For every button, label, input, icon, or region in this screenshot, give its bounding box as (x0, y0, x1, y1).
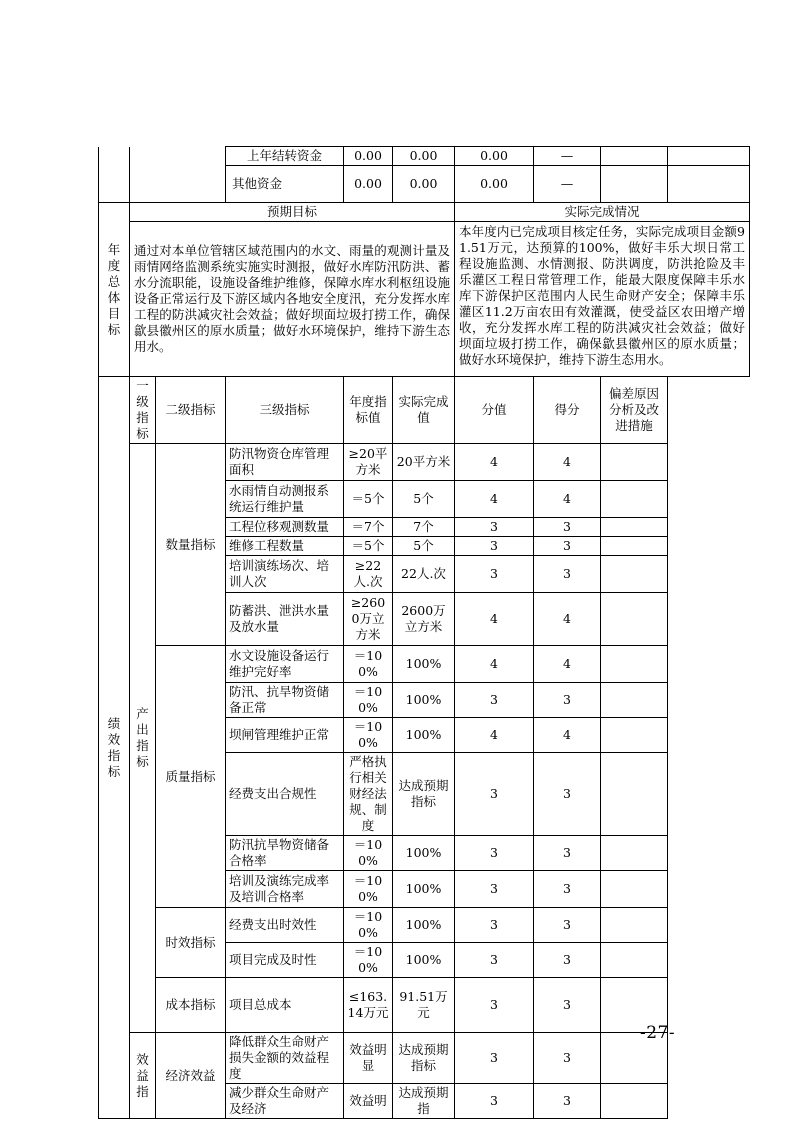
actual-cell: 达成预期指标 (393, 753, 455, 836)
target-cell: ＝100% (344, 943, 393, 978)
weight-cell: 4 (455, 646, 534, 683)
timeliness-group-label: 时效指标 (156, 908, 226, 978)
target-cell: ＝100% (344, 683, 393, 718)
weight-cell: 4 (455, 718, 534, 753)
target-cell: ＝7个 (344, 518, 393, 537)
actual-completion-text: 本年度内已完成项目核定任务，实际完成项目金额91.51万元，达预算的100%，做好丰乐大坝日常工程设施监测、水情测报、防洪调度，防洪抢险及丰乐灌区工程日常管理工作，能最大限度保障丰乐水库下游保护区范围内人民生命财产安全；保障丰乐灌区11.2万亩农田有效灌溉，使受益区农田增产增收，充分发挥水库工程的防洪减灾社会效益；做好坝面垃圾打捞工作，确保歙县徽州区的原水质量；做好水环境保护，维持下游生态用水。 (455, 222, 750, 377)
weight-cell: 3 (455, 518, 534, 537)
indicator-cell: 防汛物资仓库管理面积 (226, 444, 344, 481)
score-cell: 4 (534, 444, 601, 481)
weight-cell: 4 (455, 444, 534, 481)
annual-target-header: 年度指标值 (344, 377, 393, 444)
performance-section-label: 绩效指标 (99, 377, 130, 1119)
actual-cell: 100% (393, 871, 455, 908)
weight-cell: 3 (455, 683, 534, 718)
target-cell: ≥2600万立方米 (344, 593, 393, 646)
overall-goal-content-row (99, 222, 750, 377)
target-cell: 严格执行相关财经法规、制度 (344, 753, 393, 836)
blank-cell (668, 147, 750, 166)
deviation-cell (601, 908, 668, 943)
indicator-cell: 坝闸管理维护正常 (226, 718, 344, 753)
actual-cell: 100% (393, 683, 455, 718)
blank-cell (601, 166, 668, 203)
performance-header-row (99, 377, 750, 444)
overall-goal-header-row (99, 203, 750, 222)
target-cell: ≥22人.次 (344, 556, 393, 593)
score-cell: 3 (534, 871, 601, 908)
executed-value: 0.00 (455, 166, 534, 203)
deviation-cell (601, 444, 668, 481)
deviation-cell (601, 518, 668, 537)
indicator-cell: 水文设施设备运行维护完好率 (226, 646, 344, 683)
indicator-cell: 项目总成本 (226, 978, 344, 1033)
target-cell: ＝100% (344, 836, 393, 871)
indicator-cell: 项目完成及时性 (226, 943, 344, 978)
quantity-group-label: 数量指标 (156, 444, 226, 646)
target-cell: ＝5个 (344, 537, 393, 556)
weight-cell: 3 (455, 753, 534, 836)
document-page (98, 146, 749, 1119)
economic-group-label: 经济效益 (156, 1033, 226, 1119)
indicator-cell: 降低群众生命财产损失金额的效益程度 (226, 1033, 344, 1084)
funding-label: 其他资金 (226, 166, 344, 203)
target-cell: ＝100% (344, 908, 393, 943)
target-cell: ＝100% (344, 646, 393, 683)
overall-goal-label: 年度总体目标 (99, 203, 130, 377)
page-number: -27- (640, 1023, 676, 1043)
executed-value: 0.00 (455, 147, 534, 166)
actual-cell: 7个 (393, 518, 455, 537)
weight-cell: 4 (455, 593, 534, 646)
target-cell: ＝5个 (344, 481, 393, 518)
weight-cell: 4 (455, 481, 534, 518)
expected-goal-header: 预期目标 (130, 203, 455, 222)
score-cell: 4 (534, 593, 601, 646)
actual-cell: 达成预期指标 (393, 1033, 455, 1084)
score-header: 得分 (534, 377, 601, 444)
score-cell: 4 (534, 481, 601, 518)
annual-budget-value: 0.00 (344, 166, 393, 203)
score-value: — (534, 147, 601, 166)
deviation-cell (601, 1084, 668, 1119)
indicator-cell: 培训演练场次、培训人次 (226, 556, 344, 593)
target-cell: ≤163.14万元 (344, 978, 393, 1033)
indicator-cell: 培训及演练完成率及培训合格率 (226, 871, 344, 908)
actual-completion-header: 实际完成情况 (455, 203, 750, 222)
deviation-cell (601, 537, 668, 556)
actual-cell: 5个 (393, 481, 455, 518)
target-cell: 效益明 (344, 1084, 393, 1119)
blank-cell (130, 147, 226, 203)
score-cell: 3 (534, 978, 601, 1033)
deviation-cell (601, 593, 668, 646)
deviation-cell (601, 943, 668, 978)
annual-budget-value: 0.00 (344, 147, 393, 166)
actual-cell: 100% (393, 908, 455, 943)
indicator-cell: 减少群众生命财产及经济 (226, 1084, 344, 1119)
weight-header: 分值 (455, 377, 534, 444)
weight-cell: 3 (455, 943, 534, 978)
indicator-cell: 防汛、抗旱物资储备正常 (226, 683, 344, 718)
weight-cell: 3 (455, 1084, 534, 1119)
deviation-cell (601, 646, 668, 683)
table-row (99, 908, 750, 943)
weight-cell: 3 (455, 836, 534, 871)
level1-benefit-label: 效益指 (130, 1033, 156, 1119)
full-year-budget-value: 0.00 (393, 166, 455, 203)
funding-row (99, 147, 750, 166)
indicator-cell: 工程位移观测数量 (226, 518, 344, 537)
target-cell: 效益明显 (344, 1033, 393, 1084)
score-cell: 3 (534, 556, 601, 593)
score-cell: 3 (534, 518, 601, 537)
deviation-header: 偏差原因分析及改进措施 (601, 377, 668, 444)
indicator-cell: 防蓄洪、泄洪水量及放水量 (226, 593, 344, 646)
weight-cell: 3 (455, 908, 534, 943)
score-cell: 3 (534, 537, 601, 556)
blank-cell (601, 147, 668, 166)
score-cell: 3 (534, 753, 601, 836)
actual-cell: 100% (393, 718, 455, 753)
actual-cell: 20平方米 (393, 444, 455, 481)
target-cell: ＝100% (344, 871, 393, 908)
weight-cell: 3 (455, 978, 534, 1033)
deviation-cell (601, 683, 668, 718)
actual-cell: 91.51万元 (393, 978, 455, 1033)
performance-evaluation-table (98, 146, 750, 1119)
actual-cell: 100% (393, 646, 455, 683)
level1-output-label: 产出指标 (130, 444, 156, 1033)
full-year-budget-value: 0.00 (393, 147, 455, 166)
weight-cell: 3 (455, 537, 534, 556)
score-cell: 3 (534, 836, 601, 871)
score-cell: 4 (534, 646, 601, 683)
actual-cell: 22人.次 (393, 556, 455, 593)
indicator-cell: 防汛抗旱物资储备合格率 (226, 836, 344, 871)
score-cell: 4 (534, 718, 601, 753)
deviation-cell (601, 481, 668, 518)
score-cell: 3 (534, 1033, 601, 1084)
target-cell: ＝100% (344, 718, 393, 753)
indicator-cell: 经费支出时效性 (226, 908, 344, 943)
actual-cell: 100% (393, 943, 455, 978)
actual-cell: 2600万立方米 (393, 593, 455, 646)
indicator-cell: 维修工程数量 (226, 537, 344, 556)
level2-header: 二级指标 (156, 377, 226, 444)
deviation-cell (601, 871, 668, 908)
table-row (99, 444, 750, 481)
table-row (99, 646, 750, 683)
weight-cell: 3 (455, 1033, 534, 1084)
expected-goal-text: 通过对本单位管辖区域范围内的水文、雨量的观测计量及雨情网络监测系统实施实时测报，做好水库防汛防洪、蓄水分流职能，设施设备维护维修，保障水库水利枢纽设施设备正常运行及下游区域内各地安全度汛，充分发挥水库工程的防洪减灾社会效益；做好坝面垃圾打捞工作，确保歙县徽州区的原水质量；做好水环境保护，维持下游生态用水。 (130, 222, 455, 377)
cost-group-label: 成本指标 (156, 978, 226, 1033)
actual-cell: 达成预期指 (393, 1084, 455, 1119)
score-cell: 3 (534, 908, 601, 943)
score-cell: 3 (534, 683, 601, 718)
target-cell: ≥20平方米 (344, 444, 393, 481)
level3-header: 三级指标 (226, 377, 344, 444)
deviation-cell (601, 753, 668, 836)
quality-group-label: 质量指标 (156, 646, 226, 908)
level1-header: 一级指标 (130, 377, 156, 444)
funding-label: 上年结转资金 (226, 147, 344, 166)
blank-cell (99, 147, 130, 203)
score-cell: 3 (534, 943, 601, 978)
weight-cell: 3 (455, 556, 534, 593)
indicator-cell: 经费支出合规性 (226, 753, 344, 836)
actual-cell: 100% (393, 836, 455, 871)
deviation-cell (601, 718, 668, 753)
actual-cell: 5个 (393, 537, 455, 556)
deviation-cell (601, 556, 668, 593)
blank-cell (668, 166, 750, 203)
indicator-cell: 水雨情自动测报系统运行维护量 (226, 481, 344, 518)
weight-cell: 3 (455, 871, 534, 908)
score-value: — (534, 166, 601, 203)
actual-value-header: 实际完成值 (393, 377, 455, 444)
deviation-cell (601, 836, 668, 871)
score-cell: 3 (534, 1084, 601, 1119)
